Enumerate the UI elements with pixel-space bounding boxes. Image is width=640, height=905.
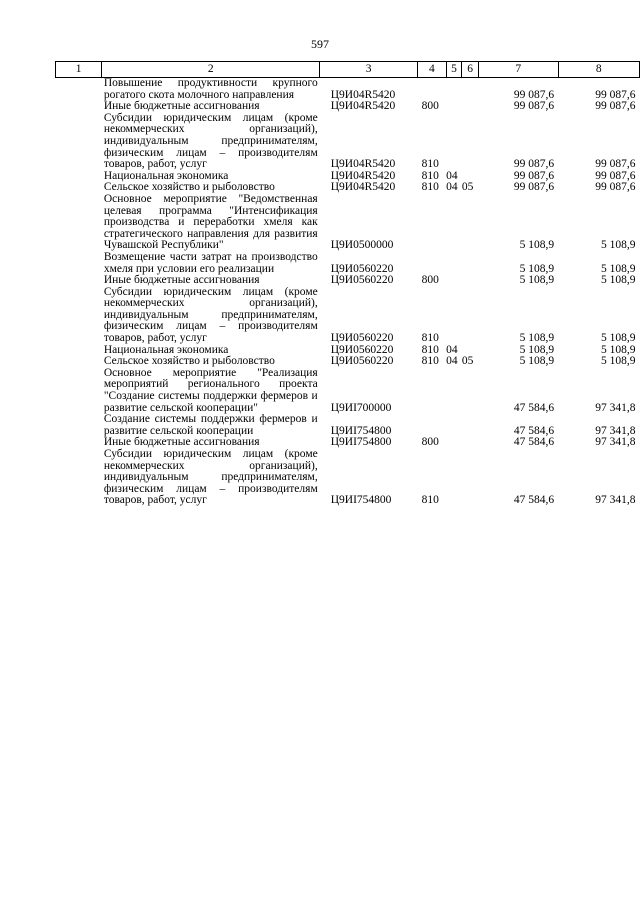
expense-type-cell: 810 xyxy=(421,355,439,368)
subsection-cell xyxy=(462,368,479,414)
amount-year2-cell: 5 108,9 xyxy=(601,343,636,356)
table-row xyxy=(56,368,640,414)
table-row xyxy=(56,194,640,252)
amount-year2-cell: 97 341,8 xyxy=(595,424,636,437)
subsection-cell xyxy=(462,414,479,437)
table-body xyxy=(56,78,640,507)
expense-type-cell xyxy=(418,78,446,102)
target-code-cell: Ц9ИI754800 xyxy=(330,424,392,437)
item-name-cell: Иные бюджетные ассигнования xyxy=(103,274,260,287)
expense-type-cell: 800 xyxy=(421,436,439,449)
target-code-cell: Ц9ИI754800 xyxy=(330,436,392,449)
row-spacer-cell xyxy=(56,113,102,171)
section-cell xyxy=(446,437,462,449)
section-cell xyxy=(446,113,462,171)
row-spacer-cell xyxy=(56,437,102,449)
subsection-cell xyxy=(462,449,479,507)
subsection-cell xyxy=(462,437,479,449)
amount-year1-cell: 99 087,6 xyxy=(513,158,555,171)
amount-year2-cell: 5 108,9 xyxy=(601,239,636,252)
table-row xyxy=(56,78,640,102)
header-cell: 2 xyxy=(102,62,320,78)
row-spacer-cell xyxy=(56,252,102,275)
amount-year2-cell: 99 087,6 xyxy=(595,88,636,101)
subsection-cell xyxy=(462,252,479,275)
section-cell: 04 xyxy=(446,343,458,356)
item-name-cell: Иные бюджетные ассигнования xyxy=(103,100,260,113)
item-name-cell: Национальная экономика xyxy=(103,169,229,182)
expense-type-cell: 810 xyxy=(421,332,439,345)
header-cell: 8 xyxy=(558,62,639,78)
section-cell xyxy=(446,275,462,287)
item-name-cell: Создание системы поддержки фермеров и развитие сельской кооперации xyxy=(103,413,318,437)
header-cell: 3 xyxy=(320,62,418,78)
section-cell xyxy=(446,414,462,437)
item-name-cell: Субсидии юридическим лицам (кроме некоммерческих организаций), индивидуальным предпринимателям, физическим лицам – производителям товаров, работ, услуг xyxy=(103,111,318,171)
row-spacer-cell xyxy=(56,368,102,414)
item-name-cell: Основное мероприятие "Ведомственная целевая программа "Интенсификация производства и переработки хмеля как стратегического направления для развития Чувашской Республики" xyxy=(103,192,318,252)
amount-year1-cell: 5 108,9 xyxy=(519,332,555,345)
target-code-cell: Ц9И04R5420 xyxy=(330,158,396,171)
section-cell: 04 xyxy=(446,181,458,194)
expense-type-cell xyxy=(418,194,446,252)
budget-table xyxy=(55,61,640,507)
item-name-cell: Возмещение части затрат на производство хмеля при условии его реализации xyxy=(103,250,318,275)
target-code-cell: Ц9И04R5420 xyxy=(330,100,396,113)
item-name-cell: Основное мероприятие "Реализация мероприятий регионального проекта "Создание системы поддержки фермеров и развитие сельской кооперации" xyxy=(103,366,318,414)
expense-type-cell xyxy=(418,368,446,414)
subsection-cell xyxy=(462,78,479,102)
header-cell: 5 xyxy=(446,62,462,78)
target-code-cell: Ц9И04R5420 xyxy=(330,181,396,194)
amount-year1-cell: 47 584,6 xyxy=(513,436,555,449)
item-name-cell: Повышение продуктивности крупного рогатого скота молочного направления xyxy=(103,77,318,101)
subsection-cell xyxy=(462,101,479,113)
target-code-cell: Ц9И0560220 xyxy=(330,343,394,356)
subsection-cell xyxy=(462,287,479,345)
table-header-row xyxy=(56,62,640,78)
row-spacer-cell xyxy=(56,182,102,194)
table-row xyxy=(56,113,640,171)
section-cell: 04 xyxy=(446,355,458,368)
amount-year1-cell: 5 108,9 xyxy=(519,274,555,287)
target-code-cell: Ц9И0560220 xyxy=(330,332,394,345)
target-code-cell: Ц9И04R5420 xyxy=(330,88,396,101)
amount-year2-cell: 99 087,6 xyxy=(595,158,636,171)
row-spacer-cell xyxy=(56,414,102,437)
amount-year2-cell: 97 341,8 xyxy=(595,494,636,507)
item-name-cell: Субсидии юридическим лицам (кроме некоммерческих организаций), индивидуальным предпринимателям, физическим лицам – производителям товаров, работ, услуг xyxy=(103,285,318,345)
expense-type-cell: 810 xyxy=(421,494,439,507)
section-cell xyxy=(446,449,462,507)
section-cell xyxy=(446,368,462,414)
expense-type-cell: 800 xyxy=(421,100,439,113)
header-cell: 4 xyxy=(418,62,446,78)
row-spacer-cell xyxy=(56,194,102,252)
target-code-cell: Ц9И0560220 xyxy=(330,355,394,368)
row-spacer-cell xyxy=(56,449,102,507)
target-code-cell: Ц9И0560220 xyxy=(330,274,394,287)
expense-type-cell xyxy=(418,414,446,437)
amount-year1-cell: 99 087,6 xyxy=(513,169,555,182)
amount-year1-cell: 99 087,6 xyxy=(513,88,555,101)
subsection-cell xyxy=(462,275,479,287)
expense-type-cell: 810 xyxy=(421,169,439,182)
amount-year2-cell: 99 087,6 xyxy=(595,169,636,182)
table-row xyxy=(56,275,640,287)
amount-year2-cell: 97 341,8 xyxy=(595,436,636,449)
item-name-cell: Сельское хозяйство и рыболовство xyxy=(103,355,275,368)
table-row xyxy=(56,252,640,275)
amount-year1-cell: 99 087,6 xyxy=(513,100,555,113)
amount-year1-cell: 5 108,9 xyxy=(519,262,555,275)
amount-year1-cell: 47 584,6 xyxy=(513,494,555,507)
amount-year2-cell: 5 108,9 xyxy=(601,355,636,368)
table-row xyxy=(56,414,640,437)
subsection-cell xyxy=(462,194,479,252)
header-cell: 1 xyxy=(56,62,102,78)
section-cell xyxy=(446,252,462,275)
row-spacer-cell xyxy=(56,275,102,287)
section-cell: 04 xyxy=(446,169,458,182)
amount-year1-cell: 5 108,9 xyxy=(519,239,555,252)
expense-type-cell: 810 xyxy=(421,158,439,171)
amount-year2-cell: 99 087,6 xyxy=(595,181,636,194)
item-name-cell: Сельское хозяйство и рыболовство xyxy=(103,181,275,194)
page-number: 597 xyxy=(311,37,329,51)
amount-year1-cell: 47 584,6 xyxy=(513,424,555,437)
section-cell xyxy=(446,101,462,113)
amount-year2-cell: 5 108,9 xyxy=(601,262,636,275)
item-name-cell: Национальная экономика xyxy=(103,343,229,356)
header-cell: 6 xyxy=(462,62,479,78)
table-row xyxy=(56,287,640,345)
amount-year2-cell: 99 087,6 xyxy=(595,100,636,113)
row-spacer-cell xyxy=(56,345,102,357)
amount-year1-cell: 47 584,6 xyxy=(513,401,555,414)
amount-year2-cell: 97 341,8 xyxy=(595,401,636,414)
amount-year1-cell: 5 108,9 xyxy=(519,355,555,368)
expense-type-cell: 810 xyxy=(421,181,439,194)
table-row xyxy=(56,449,640,507)
amount-year2-cell: 5 108,9 xyxy=(601,274,636,287)
item-name-cell: Иные бюджетные ассигнования xyxy=(103,436,260,449)
target-code-cell: Ц9ИI754800 xyxy=(330,494,392,507)
item-name-cell: Субсидии юридическим лицам (кроме некоммерческих организаций), индивидуальным предпринимателям, физическим лицам – производителям товаров, работ, услуг xyxy=(103,448,318,507)
amount-year2-cell: 5 108,9 xyxy=(601,332,636,345)
row-spacer-cell xyxy=(56,356,102,368)
section-cell xyxy=(446,194,462,252)
target-code-cell: Ц9И04R5420 xyxy=(330,169,396,182)
row-spacer-cell xyxy=(56,78,102,102)
row-spacer-cell xyxy=(56,101,102,113)
amount-year1-cell: 99 087,6 xyxy=(513,181,555,194)
row-spacer-cell xyxy=(56,287,102,345)
expense-type-cell: 810 xyxy=(421,343,439,356)
section-cell xyxy=(446,78,462,102)
target-code-cell: Ц9И0500000 xyxy=(330,239,394,252)
expense-type-cell: 800 xyxy=(421,274,439,287)
subsection-cell xyxy=(462,113,479,171)
amount-year1-cell: 5 108,9 xyxy=(519,343,555,356)
expense-type-cell xyxy=(418,252,446,275)
row-spacer-cell xyxy=(56,171,102,183)
target-code-cell: Ц9ИI700000 xyxy=(330,401,392,414)
header-cell: 7 xyxy=(479,62,559,78)
subsection-cell: 05 xyxy=(461,181,474,194)
target-code-cell: Ц9И0560220 xyxy=(330,262,394,275)
subsection-cell: 05 xyxy=(461,355,474,368)
section-cell xyxy=(446,287,462,345)
